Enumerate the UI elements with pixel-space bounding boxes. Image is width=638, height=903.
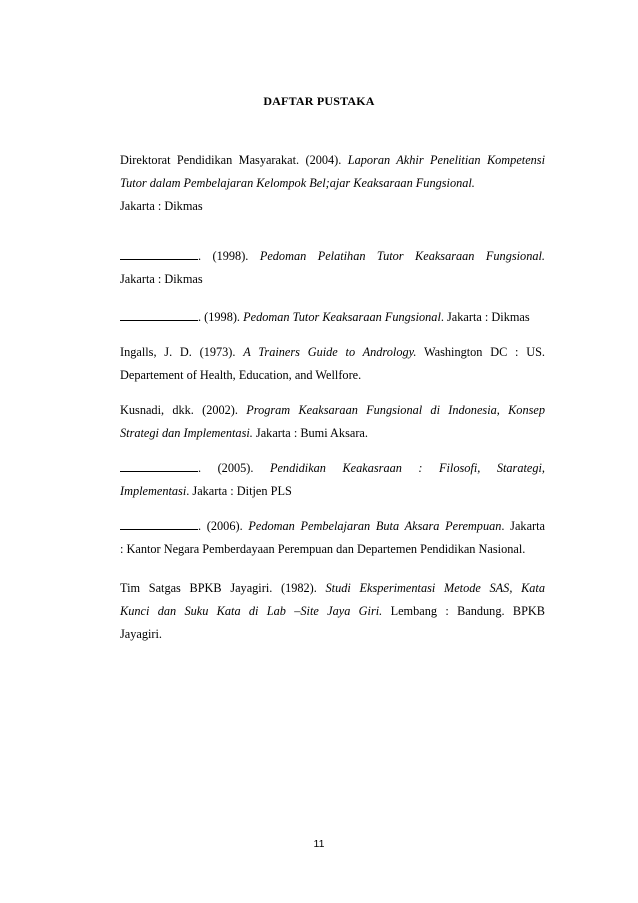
reference-entry — [120, 399, 545, 445]
author-repeat-line — [120, 250, 198, 260]
reference-line: . (1998). Pedoman Tutor Keaksaraan Fungsional. Jakarta : Dikmas — [120, 306, 545, 329]
reference-line: Tim Satgas BPKB Jayagiri. (1982). Studi Eksperimentasi Metode SAS, Kata — [120, 581, 545, 595]
reference-entry — [120, 515, 545, 561]
reference-line: Strategi dan Implementasi. Jakarta : Bumi Aksara. — [120, 426, 368, 440]
reference-entry — [120, 306, 545, 329]
author-repeat-line — [120, 462, 198, 472]
reference-line: Jayagiri. — [120, 627, 163, 641]
reference-line: Kunci dan Suku Kata di Lab –Site Jaya Giri. Lembang : Bandung. BPKB — [120, 604, 545, 618]
reference-entry — [120, 341, 545, 387]
reference-entry — [120, 245, 545, 291]
reference-line: . (2005). Pendidikan Keakasraan : Filosofi, Starategi, — [120, 457, 545, 480]
reference-entry — [120, 149, 545, 218]
reference-line: Ingalls, J. D. (1973). A Trainers Guide to Andrology. Washington DC : US. — [120, 345, 546, 359]
reference-entry — [120, 457, 545, 503]
reference-line: . (1998). Pedoman Pelatihan Tutor Keaksaraan Fungsional. — [120, 245, 545, 268]
author-repeat-line — [120, 520, 198, 530]
reference-line: Direktorat Pendidikan Masyarakat. (2004). Laporan Akhir Penelitian Kompetensi — [120, 153, 546, 167]
reference-line: Tutor dalam Pembelajaran Kelompok Bel;ajar Keaksaraan Fungsional. — [120, 176, 475, 190]
page-title: DAFTAR PUSTAKA — [263, 94, 375, 108]
reference-line: Departement of Health, Education, and Wellfore. — [120, 368, 362, 382]
reference-line: Kusnadi, dkk. (2002). Program Keaksaraan Fungsional di Indonesia, Konsep — [120, 403, 545, 417]
reference-line: : Kantor Negara Pemberdayaan Perempuan dan Departemen Pendidikan Nasional. — [120, 542, 526, 556]
reference-line: Jakarta : Dikmas — [120, 272, 203, 286]
reference-line: Implementasi. Jakarta : Ditjen PLS — [120, 484, 292, 498]
reference-line: Jakarta : Dikmas — [120, 199, 203, 213]
page-number: 11 — [313, 838, 325, 850]
reference-entry — [120, 577, 545, 646]
reference-line: . (2006). Pedoman Pembelajaran Buta Aksara Perempuan. Jakarta — [120, 515, 545, 538]
author-repeat-line — [120, 311, 198, 321]
